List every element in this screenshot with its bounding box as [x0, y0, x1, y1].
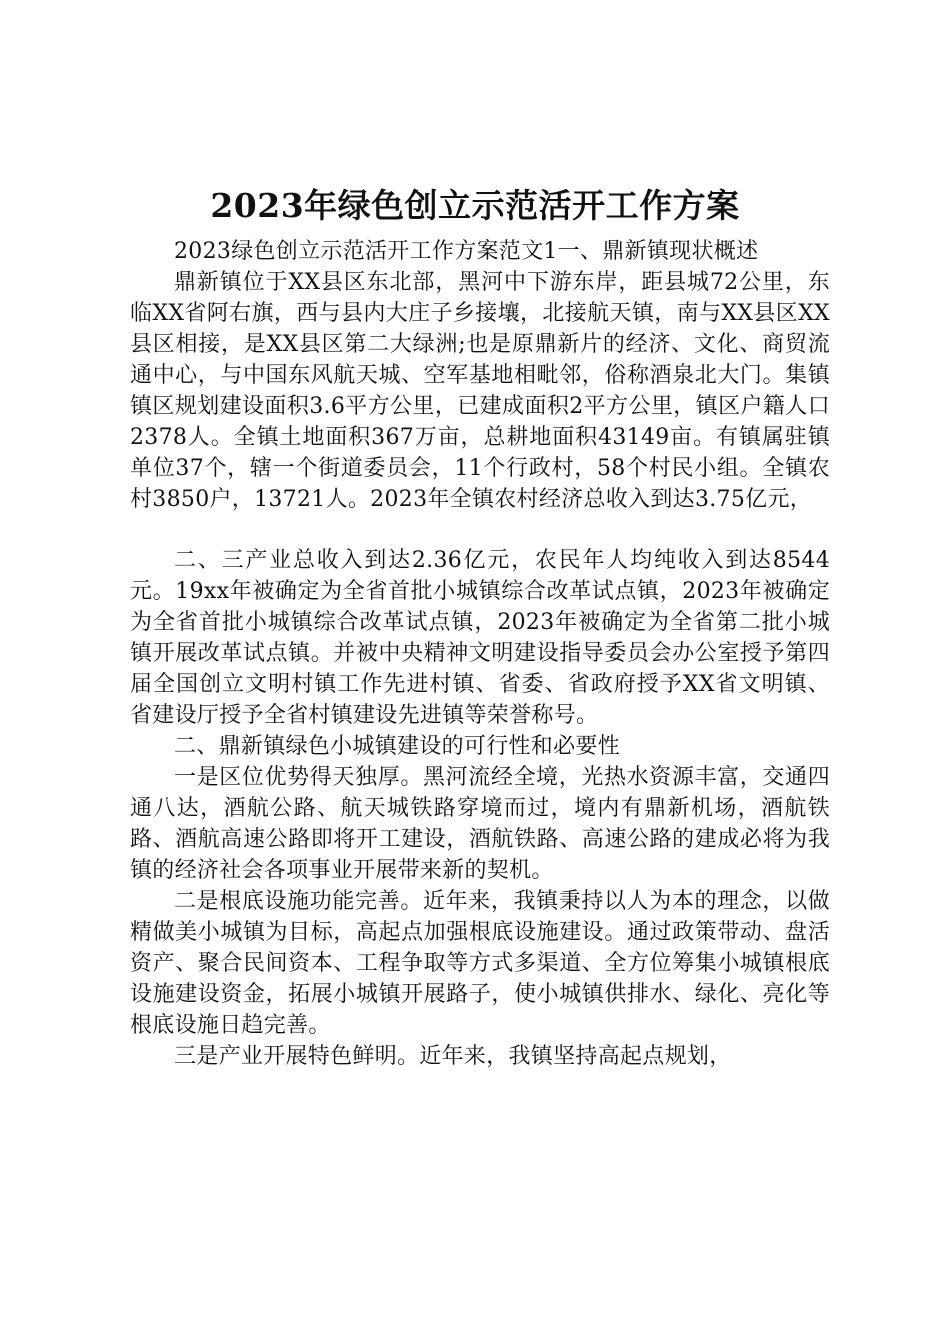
document-title: 2023年绿色创立示范活开工作方案 [210, 186, 740, 225]
section-heading-feasibility: 二、鼎新镇绿色小城镇建设的可行性和必要性 [174, 734, 621, 759]
paragraph-intro: 2023绿色创立示范活开工作方案范文1一、鼎新镇现状概述 [174, 239, 759, 264]
paragraph-infrastructure: 二是根底设施功能完善。近年来，我镇秉持以人为本的理念，以做精做美小城镇为目标，高起点加强根底设施建设。通过政策带动、盘活资产、聚合民间资本、工程争取等方式多渠道、全方位筹集小城镇根底设施建设资金，拓展小城镇开展路子，使小城镇供排水、绿化、亮化等根底设施日趋完善。 [130, 889, 830, 1038]
paragraph-income: 二、三产业总收入到达2.36亿元，农民年人均纯收入到达8544元。19xx年被确定为全省首批小城镇综合改革试点镇，2023年被确定为全省首批小城镇综合改革试点镇，2023年被确定为全省第二批小城镇开展改革试点镇。并被中央精神文明建设指导委员会办公室授予第四届全国创立文明村镇工作先进村镇、省委、省政府授予XX省文明镇、省建设厅授予全省村镇建设先进镇等荣誉称号。 [130, 548, 830, 728]
paragraph-industry: 三是产业开展特色鲜明。近年来，我镇坚持高起点规划， [174, 1044, 732, 1069]
paragraph-location-advantage: 一是区位优势得天独厚。黑河流经全境，光热水资源丰富，交通四通八达，酒航公路、航天城铁路穿境而过，境内有鼎新机场，酒航铁路、酒航高速公路即将开工建设，酒航铁路、高速公路的建成必将为我镇的经济社会各项事业开展带来新的契机。 [130, 765, 830, 883]
document-body [130, 236, 830, 1072]
paragraph-overview: 鼎新镇位于XX县区东北部，黑河中下游东岸，距县城72公里，东临XX省阿右旗，西与县内大庄子乡接壤，北接航天镇，南与XX县区XX县区相接，是XX县区第二大绿洲;也是原鼎新片的经济、文化、商贸流通中心，与中国东风航天城、空军基地相毗邻，俗称酒泉北大门。集镇镇区规划建设面积3.6平方公里，已建成面积2平方公里，镇区户籍人口2378人。全镇土地面积367万亩，总耕地面积43149亩。有镇属驻镇单位37个，辖一个街道委员会，11个行政村，58个村民小组。全镇农村3850户，13721人。2023年全镇农村经济总收入到达3.75亿元， [130, 270, 830, 512]
paragraph-gap [130, 515, 830, 545]
